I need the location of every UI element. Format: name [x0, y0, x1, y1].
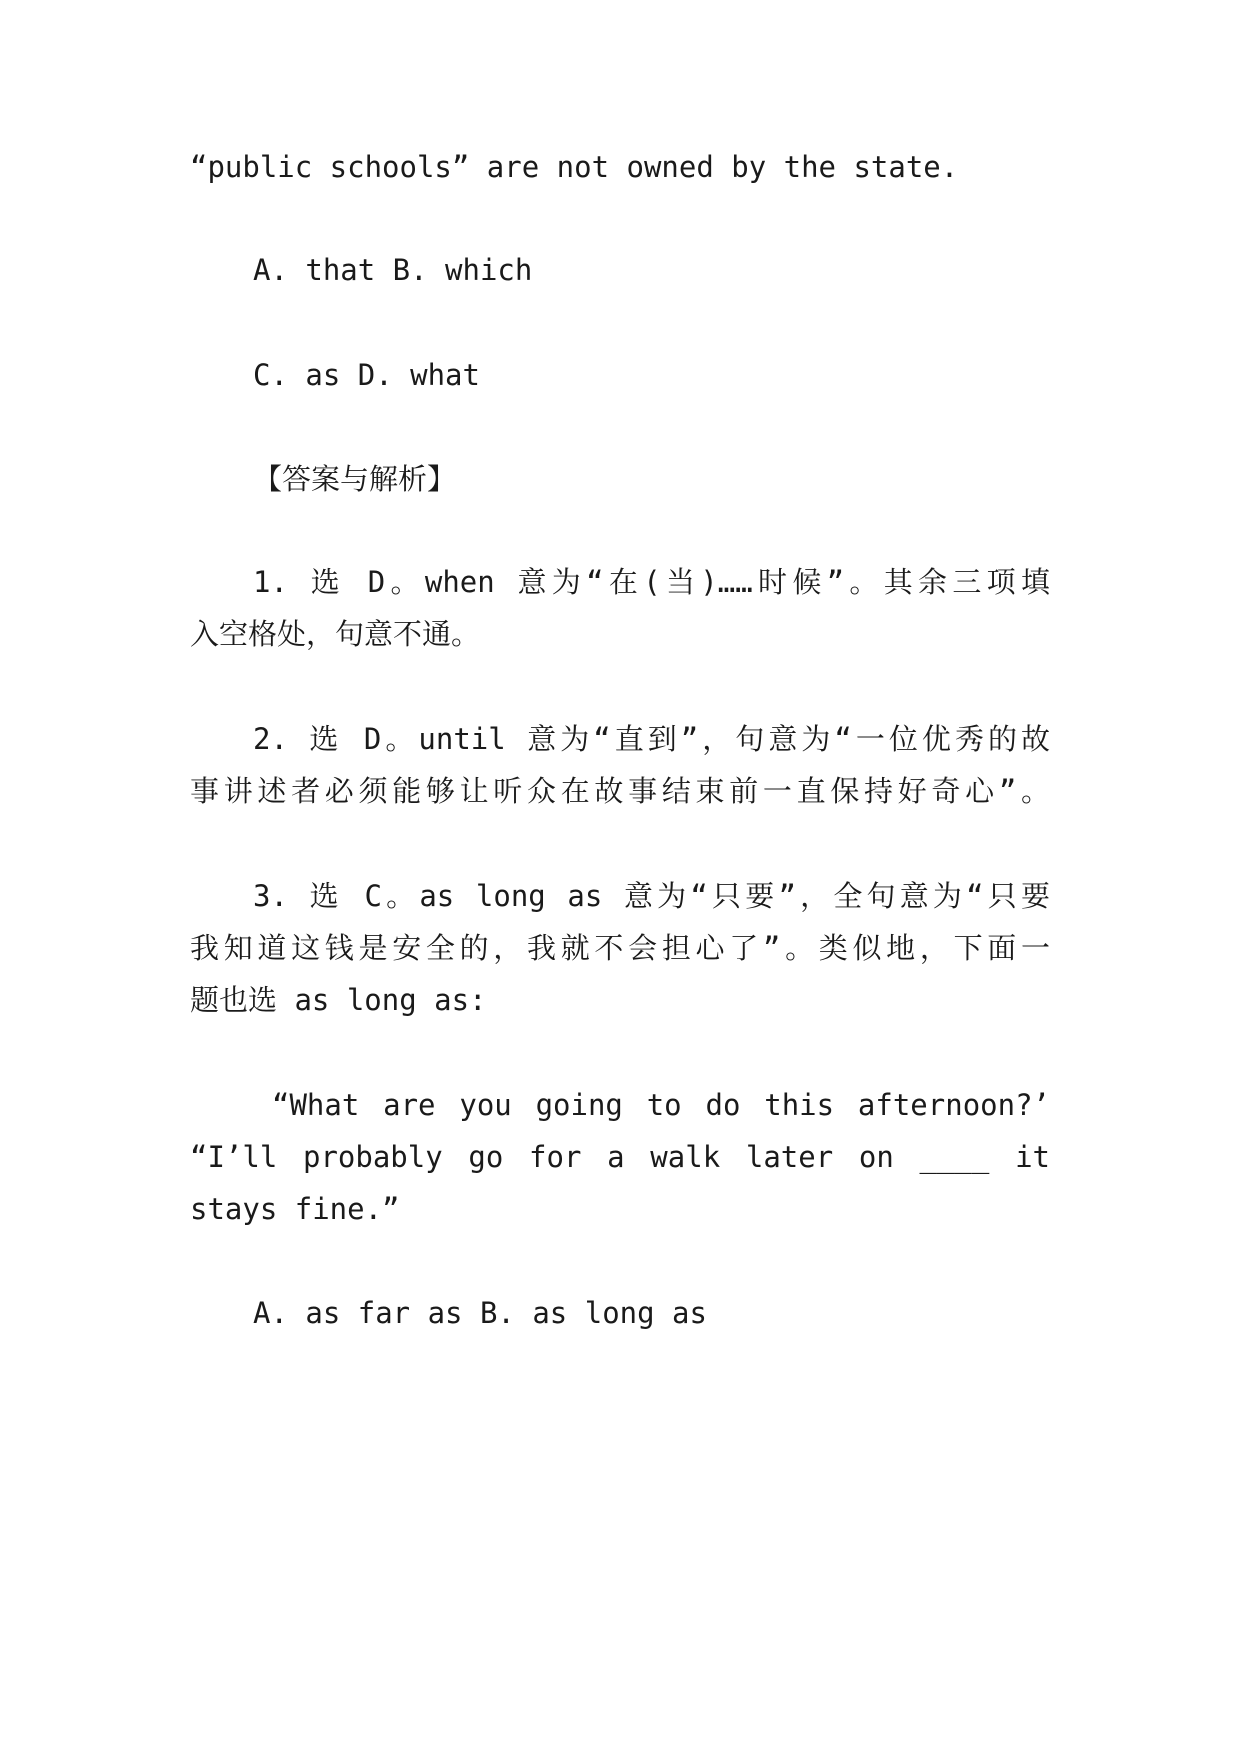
example-options-ab: A. as far as B. as long as [253, 1296, 707, 1330]
example-line-2: “I’ll probably go for a walk later on ____ it [190, 1140, 1050, 1174]
question-options-ab: A. that B. which [253, 253, 533, 287]
example-line-1: “What are you going to do this afternoon?’ [272, 1088, 1050, 1122]
question-tail-text: “public schools” are not owned by the state. [190, 150, 959, 184]
answer-3-line-1: 3. 选 C。as long as 意为“只要”，全句意为“只要 [253, 879, 1050, 913]
answer-2-line-2: 事讲述者必须能够让听众在故事结束前一直保持好奇心”。 [190, 774, 1050, 808]
answer-3-line-2: 我知道这钱是安全的，我就不会担心了”。类似地，下面一 [190, 931, 1050, 965]
example-line-3: stays fine.” [190, 1192, 400, 1226]
question-options-cd: C. as D. what [253, 358, 480, 392]
answer-heading: 【答案与解析】 [253, 462, 457, 496]
answer-1-line-2: 入空格处，句意不通。 [190, 617, 481, 651]
answer-2-line-1: 2. 选 D。until 意为“直到”，句意为“一位优秀的故 [253, 722, 1050, 756]
answer-3-line-3: 题也选 as long as: [190, 983, 487, 1017]
answer-1-line-1: 1. 选 D。when 意为“在(当)……时候”。其余三项填 [253, 565, 1050, 599]
